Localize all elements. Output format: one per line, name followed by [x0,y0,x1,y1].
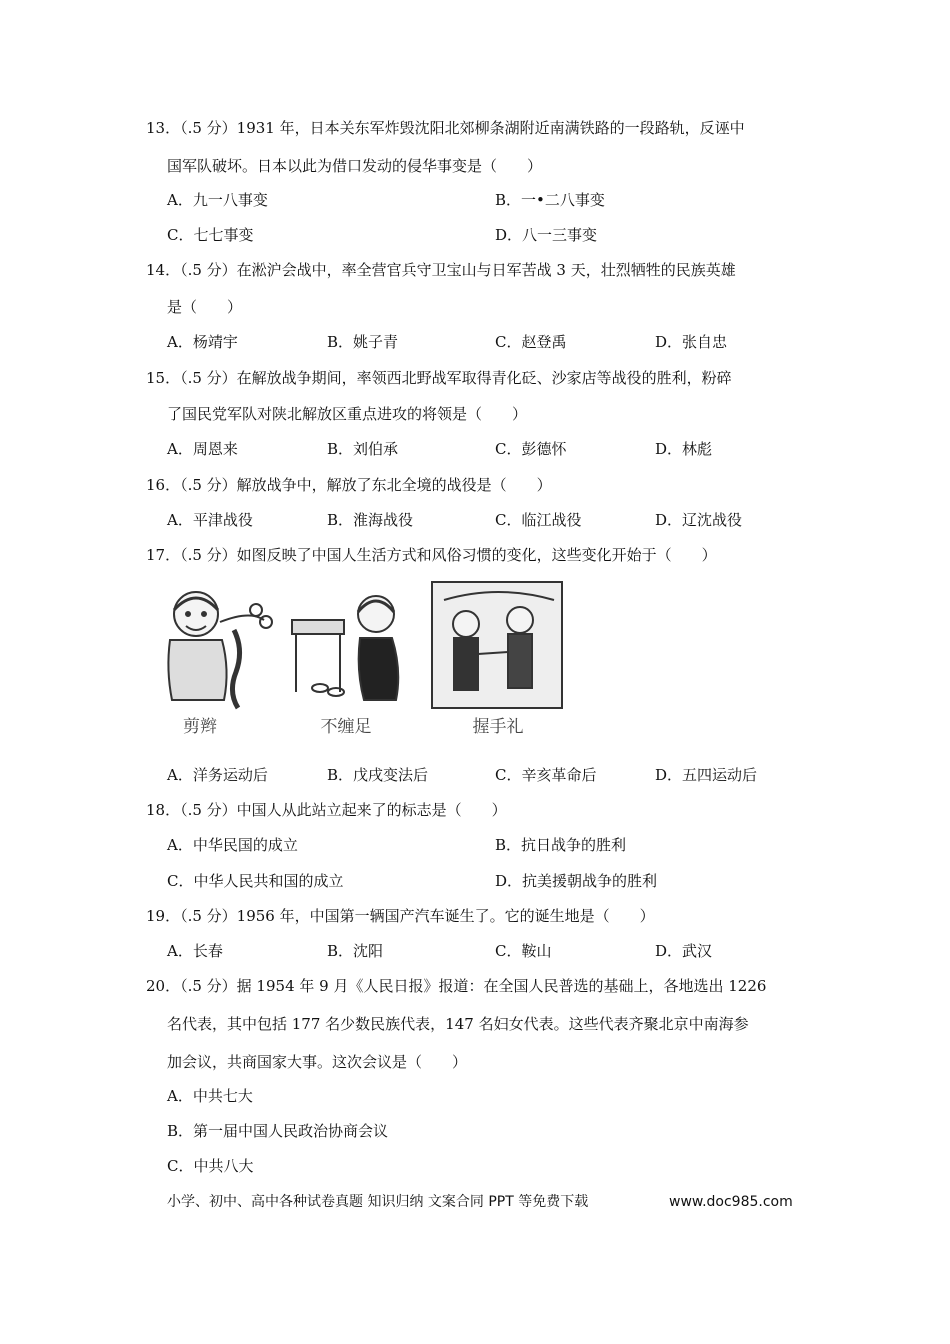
q20-option-b[interactable]: B．第一届中国人民政治协商会议 [167,1122,389,1140]
q15-line-1: 15．（.5 分）在解放战争期间，率领西北野战军取得青化砭、沙家店等战役的胜利，粉碎 [146,369,732,387]
figure-caption-2: 不缠足 [320,717,372,737]
q19-line-1: 19．（.5 分）1956 年，中国第一辆国产汽车诞生了。它的诞生地是（ ） [146,907,655,925]
q20-line-3: 加会议，共商国家大事。这次会议是（ ） [167,1053,468,1071]
q13-line-2: 国军队破坏。日本以此为借口发动的侵华事变是（ ） [167,157,543,175]
q14-option-c[interactable]: C．赵登禹 [495,333,567,351]
q17-option-c[interactable]: C．辛亥革命后 [495,766,597,784]
queue-cutting-illustration [168,592,272,708]
footer-promo-text: 小学、初中、高中各种试卷真题 知识归纳 文案合同 PPT 等免费下载 [167,1194,589,1210]
q17-option-b[interactable]: B．戊戌变法后 [327,766,429,784]
q17-line-1: 17．（.5 分）如图反映了中国人生活方式和风俗习惯的变化，这些变化开始于（ ） [146,546,717,564]
q19-option-b[interactable]: B．沈阳 [327,942,384,960]
customs-change-figure [160,580,580,740]
q19-option-a[interactable]: A．长春 [167,942,223,960]
q18-line-1: 18．（.5 分）中国人从此站立起来了的标志是（ ） [146,801,507,819]
q16-option-b[interactable]: B．淮海战役 [327,511,414,529]
q13-option-a[interactable]: A．九一八事变 [167,191,268,209]
q14-line-1: 14．（.5 分）在淞沪会战中，率全营官兵守卫宝山与日军苦战 3 天，壮烈牺牲的民族英雄 [146,261,736,279]
q15-option-b[interactable]: B．刘伯承 [327,440,399,458]
q20-line-2: 名代表，其中包括 177 名少数民族代表，147 名妇女代表。这些代表齐聚北京中南海参 [167,1015,749,1033]
q18-option-b[interactable]: B．抗日战争的胜利 [495,836,627,854]
q15-option-d[interactable]: D．林彪 [655,440,713,458]
q15-option-a[interactable]: A．周恩来 [167,440,238,458]
q15-line-2: 了国民党军队对陕北解放区重点进攻的将领是（ ） [167,405,528,423]
q19-option-d[interactable]: D．武汉 [655,942,713,960]
q16-option-a[interactable]: A．平津战役 [167,511,253,529]
footer-site-link[interactable]: www.doc985.com [669,1194,793,1210]
q16-line-1: 16．（.5 分）解放战争中，解放了东北全境的战役是（ ） [146,476,552,494]
q19-option-c[interactable]: C．鞍山 [495,942,552,960]
figure-caption-1: 剪辫 [183,717,217,737]
q13-option-b[interactable]: B．一•二八事变 [495,191,605,209]
q17-option-d[interactable]: D．五四运动后 [655,766,758,784]
q14-option-b[interactable]: B．姚子青 [327,333,399,351]
no-footbinding-illustration [292,596,398,700]
q15-option-c[interactable]: C．彭德怀 [495,440,567,458]
q17-option-a[interactable]: A．洋务运动后 [167,766,268,784]
q16-option-c[interactable]: C．临江战役 [495,511,582,529]
q13-option-d[interactable]: D．八一三事变 [495,226,598,244]
q18-option-a[interactable]: A．中华民国的成立 [167,836,298,854]
q20-option-a[interactable]: A．中共七大 [167,1087,253,1105]
q13-option-c[interactable]: C．七七事变 [167,226,254,244]
q18-option-c[interactable]: C．中华人民共和国的成立 [167,872,344,890]
q18-option-d[interactable]: D．抗美援朝战争的胜利 [495,872,658,890]
figure-caption-3: 握手礼 [472,717,524,737]
handshake-illustration [432,582,562,708]
q14-option-d[interactable]: D．张自忠 [655,333,728,351]
q14-option-a[interactable]: A．杨靖宇 [167,333,238,351]
q20-option-c[interactable]: C．中共八大 [167,1157,254,1175]
q20-line-1: 20．（.5 分）据 1954 年 9 月《人民日报》报道：在全国人民普选的基础上，各地选出 1226 [146,977,767,995]
q14-line-2: 是（ ） [167,298,243,316]
q16-option-d[interactable]: D．辽沈战役 [655,511,743,529]
q13-line-1: 13．（.5 分）1931 年，日本关东军炸毁沈阳北郊柳条湖附近南满铁路的一段路轨，反诬中 [146,119,745,137]
